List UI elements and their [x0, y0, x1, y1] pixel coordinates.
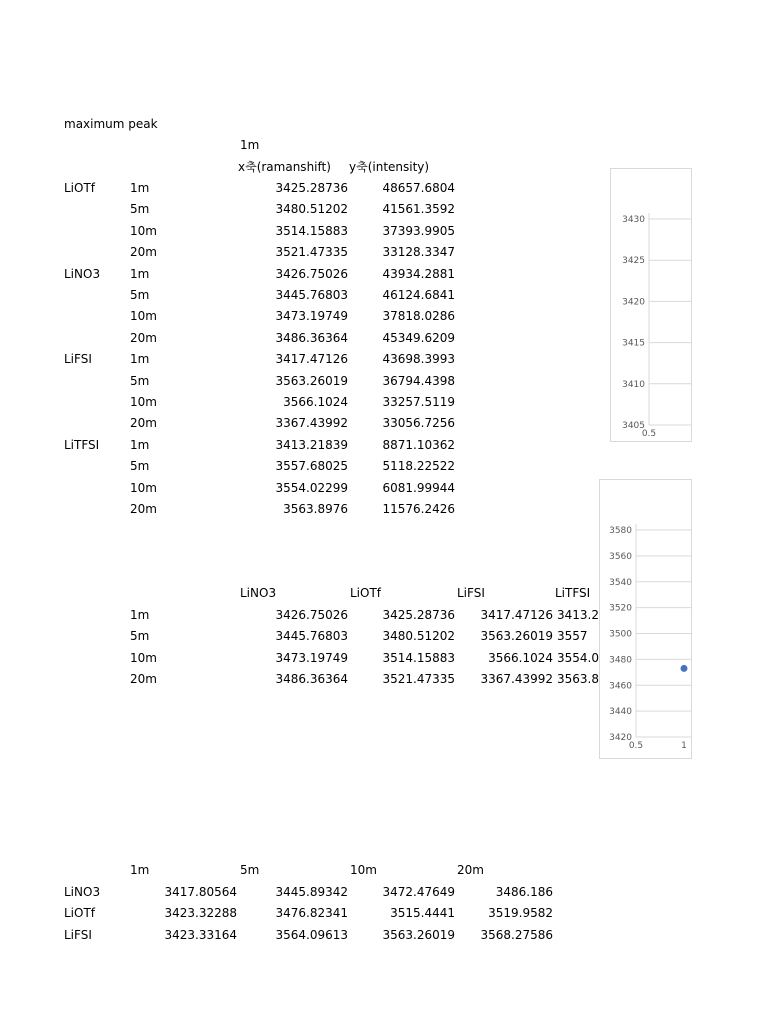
ramanshift-cell: 3367.43992: [480, 672, 553, 687]
col-x-header: x축(ramanshift): [238, 160, 331, 174]
sheet-title: maximum peak: [64, 117, 158, 131]
intensity-cell: 43698.3993: [382, 352, 455, 367]
ramanshift-cell: 3557: [557, 629, 588, 644]
time-header: 10m: [350, 863, 377, 877]
time-cell: 1m: [130, 181, 150, 195]
salt-label: LiTFSI: [64, 437, 100, 452]
time-cell: 1m: [130, 266, 150, 281]
time-cell: 10m: [130, 395, 157, 409]
ramanshift-cell: 3557.68025: [275, 459, 348, 474]
data-point: [681, 665, 688, 672]
y-tick-label: 3430: [622, 215, 645, 225]
intensity-cell: 43934.2881: [382, 266, 455, 281]
y-tick-label: 3480: [609, 655, 632, 666]
ramanshift-cell: 3486.186: [495, 885, 553, 899]
salt-header: LiOTf: [350, 586, 382, 600]
ramanshift-cell: 3426.75026: [275, 608, 348, 622]
ramanshift-cell: 3423.32288: [164, 906, 237, 921]
ramanshift-cell: 3554.02299: [275, 480, 348, 495]
intensity-cell: 36794.4398: [382, 373, 455, 388]
ramanshift-cell: 3563.26019: [480, 629, 553, 644]
intensity-cell: 37393.9905: [382, 223, 455, 238]
ramanshift-cell: 3473.19749: [275, 650, 348, 665]
salt-label: LiFSI: [64, 927, 92, 942]
ramanshift-cell: 3476.82341: [275, 906, 348, 921]
time-cell: 10m: [130, 223, 157, 238]
time-cell: 1m: [130, 608, 150, 622]
x-tick-label: 1: [681, 741, 687, 751]
ramanshift-cell: 3417.47126: [480, 608, 553, 622]
salt-header: LiFSI: [457, 586, 485, 600]
ramanshift-cell: 3564.09613: [275, 927, 348, 942]
intensity-cell: 46124.6841: [382, 288, 455, 302]
ramanshift-cell: 3425.28736: [275, 181, 348, 195]
salt-header: LiNO3: [240, 586, 277, 600]
ramanshift-cell: 3514.15883: [382, 650, 455, 665]
time-cell: 20m: [130, 245, 157, 260]
ramanshift-cell: 3472.47649: [382, 885, 455, 899]
time-cell: 10m: [130, 650, 157, 665]
ramanshift-cell: 3417.80564: [164, 885, 237, 899]
intensity-cell: 48657.6804: [382, 181, 455, 195]
time-cell: 20m: [130, 502, 157, 516]
time-cell: 1m: [130, 352, 150, 367]
chart-1-plot: [611, 169, 691, 441]
ramanshift-cell: 3473.19749: [275, 309, 348, 324]
x-tick-label: 0.5: [641, 429, 657, 439]
y-tick-label: 3410: [622, 379, 645, 390]
salt-label: LiOTf: [64, 906, 96, 921]
y-tick-label: 3420: [609, 733, 632, 743]
y-tick-label: 3405: [622, 421, 645, 431]
y-tick-label: 3580: [609, 526, 632, 536]
intensity-cell: 11576.2426: [382, 502, 455, 516]
time-cell: 10m: [130, 480, 157, 495]
ramanshift-cell: 3514.15883: [275, 223, 348, 238]
time-cell: 20m: [130, 672, 157, 687]
salt-label: LiNO3: [64, 266, 101, 281]
ramanshift-cell: 3445.89342: [275, 885, 348, 899]
y-tick-label: 3425: [622, 256, 645, 267]
time-cell: 20m: [130, 416, 157, 431]
ramanshift-cell: 3445.76803: [275, 288, 348, 302]
salt-header: LiTFSI: [555, 586, 591, 600]
ramanshift-cell: 3486.36364: [275, 672, 348, 687]
chart-2-plot: [600, 480, 691, 758]
ramanshift-cell: 3480.51202: [382, 629, 455, 644]
time-cell: 5m: [130, 459, 150, 474]
ramanshift-cell: 3445.76803: [275, 629, 348, 644]
ramanshift-cell: 3554.0: [557, 650, 599, 665]
ramanshift-cell: 3486.36364: [275, 330, 348, 345]
y-tick-label: 3540: [609, 577, 632, 588]
ramanshift-cell: 3426.75026: [275, 266, 348, 281]
ramanshift-cell: 3425.28736: [382, 608, 455, 622]
ramanshift-cell: 3563.26019: [275, 373, 348, 388]
intensity-cell: 37818.0286: [382, 309, 455, 324]
chart-1[interactable]: [610, 168, 692, 442]
time-header: 1m: [240, 138, 260, 152]
ramanshift-cell: 3563.8: [557, 672, 599, 687]
ramanshift-cell: 3521.47335: [275, 245, 348, 260]
intensity-cell: 45349.6209: [382, 330, 455, 345]
y-tick-label: 3500: [609, 629, 632, 640]
time-cell: 5m: [130, 629, 150, 644]
ramanshift-cell: 3423.33164: [164, 927, 237, 942]
intensity-cell: 8871.10362: [382, 437, 455, 452]
ramanshift-cell: 3413.21839: [275, 437, 348, 452]
intensity-cell: 5118.22522: [382, 459, 455, 474]
time-cell: 1m: [130, 437, 150, 452]
y-tick-label: 3560: [609, 551, 632, 562]
time-cell: 20m: [130, 330, 157, 345]
intensity-cell: 33128.3347: [382, 245, 455, 260]
y-tick-label: 3460: [609, 681, 632, 692]
time-header: 5m: [240, 863, 260, 877]
y-tick-label: 3415: [622, 338, 645, 349]
ramanshift-cell: 3566.1024: [488, 650, 553, 665]
ramanshift-cell: 3521.47335: [382, 672, 455, 687]
intensity-cell: 6081.99944: [382, 480, 455, 495]
time-header: 20m: [457, 863, 484, 877]
time-cell: 10m: [130, 309, 157, 324]
x-tick-label: 0.5: [628, 741, 644, 751]
ramanshift-cell: 3563.26019: [382, 927, 455, 942]
ramanshift-cell: 3566.1024: [283, 395, 348, 409]
ramanshift-cell: 3515.4441: [390, 906, 455, 921]
ramanshift-cell: 3480.51202: [275, 202, 348, 217]
time-cell: 5m: [130, 202, 150, 217]
y-tick-label: 3420: [622, 297, 645, 308]
ramanshift-cell: 3417.47126: [275, 352, 348, 367]
salt-label: LiNO3: [64, 885, 101, 899]
chart-2[interactable]: [599, 479, 692, 759]
ramanshift-cell: 3367.43992: [275, 416, 348, 431]
ramanshift-cell: 3563.8976: [283, 502, 348, 516]
intensity-cell: 41561.3592: [382, 202, 455, 217]
time-cell: 5m: [130, 373, 150, 388]
y-tick-label: 3520: [609, 603, 632, 614]
y-tick-label: 3440: [609, 707, 632, 718]
time-header: 1m: [130, 863, 150, 877]
salt-label: LiFSI: [64, 352, 92, 367]
ramanshift-cell: 3568.27586: [480, 927, 553, 942]
intensity-cell: 33056.7256: [382, 416, 455, 431]
time-cell: 5m: [130, 288, 150, 302]
ramanshift-cell: 3413.2: [557, 608, 599, 622]
salt-label: LiOTf: [64, 181, 96, 195]
ramanshift-cell: 3519.9582: [488, 906, 553, 921]
col-y-header: y축(intensity): [349, 160, 430, 174]
intensity-cell: 33257.5119: [382, 395, 455, 409]
